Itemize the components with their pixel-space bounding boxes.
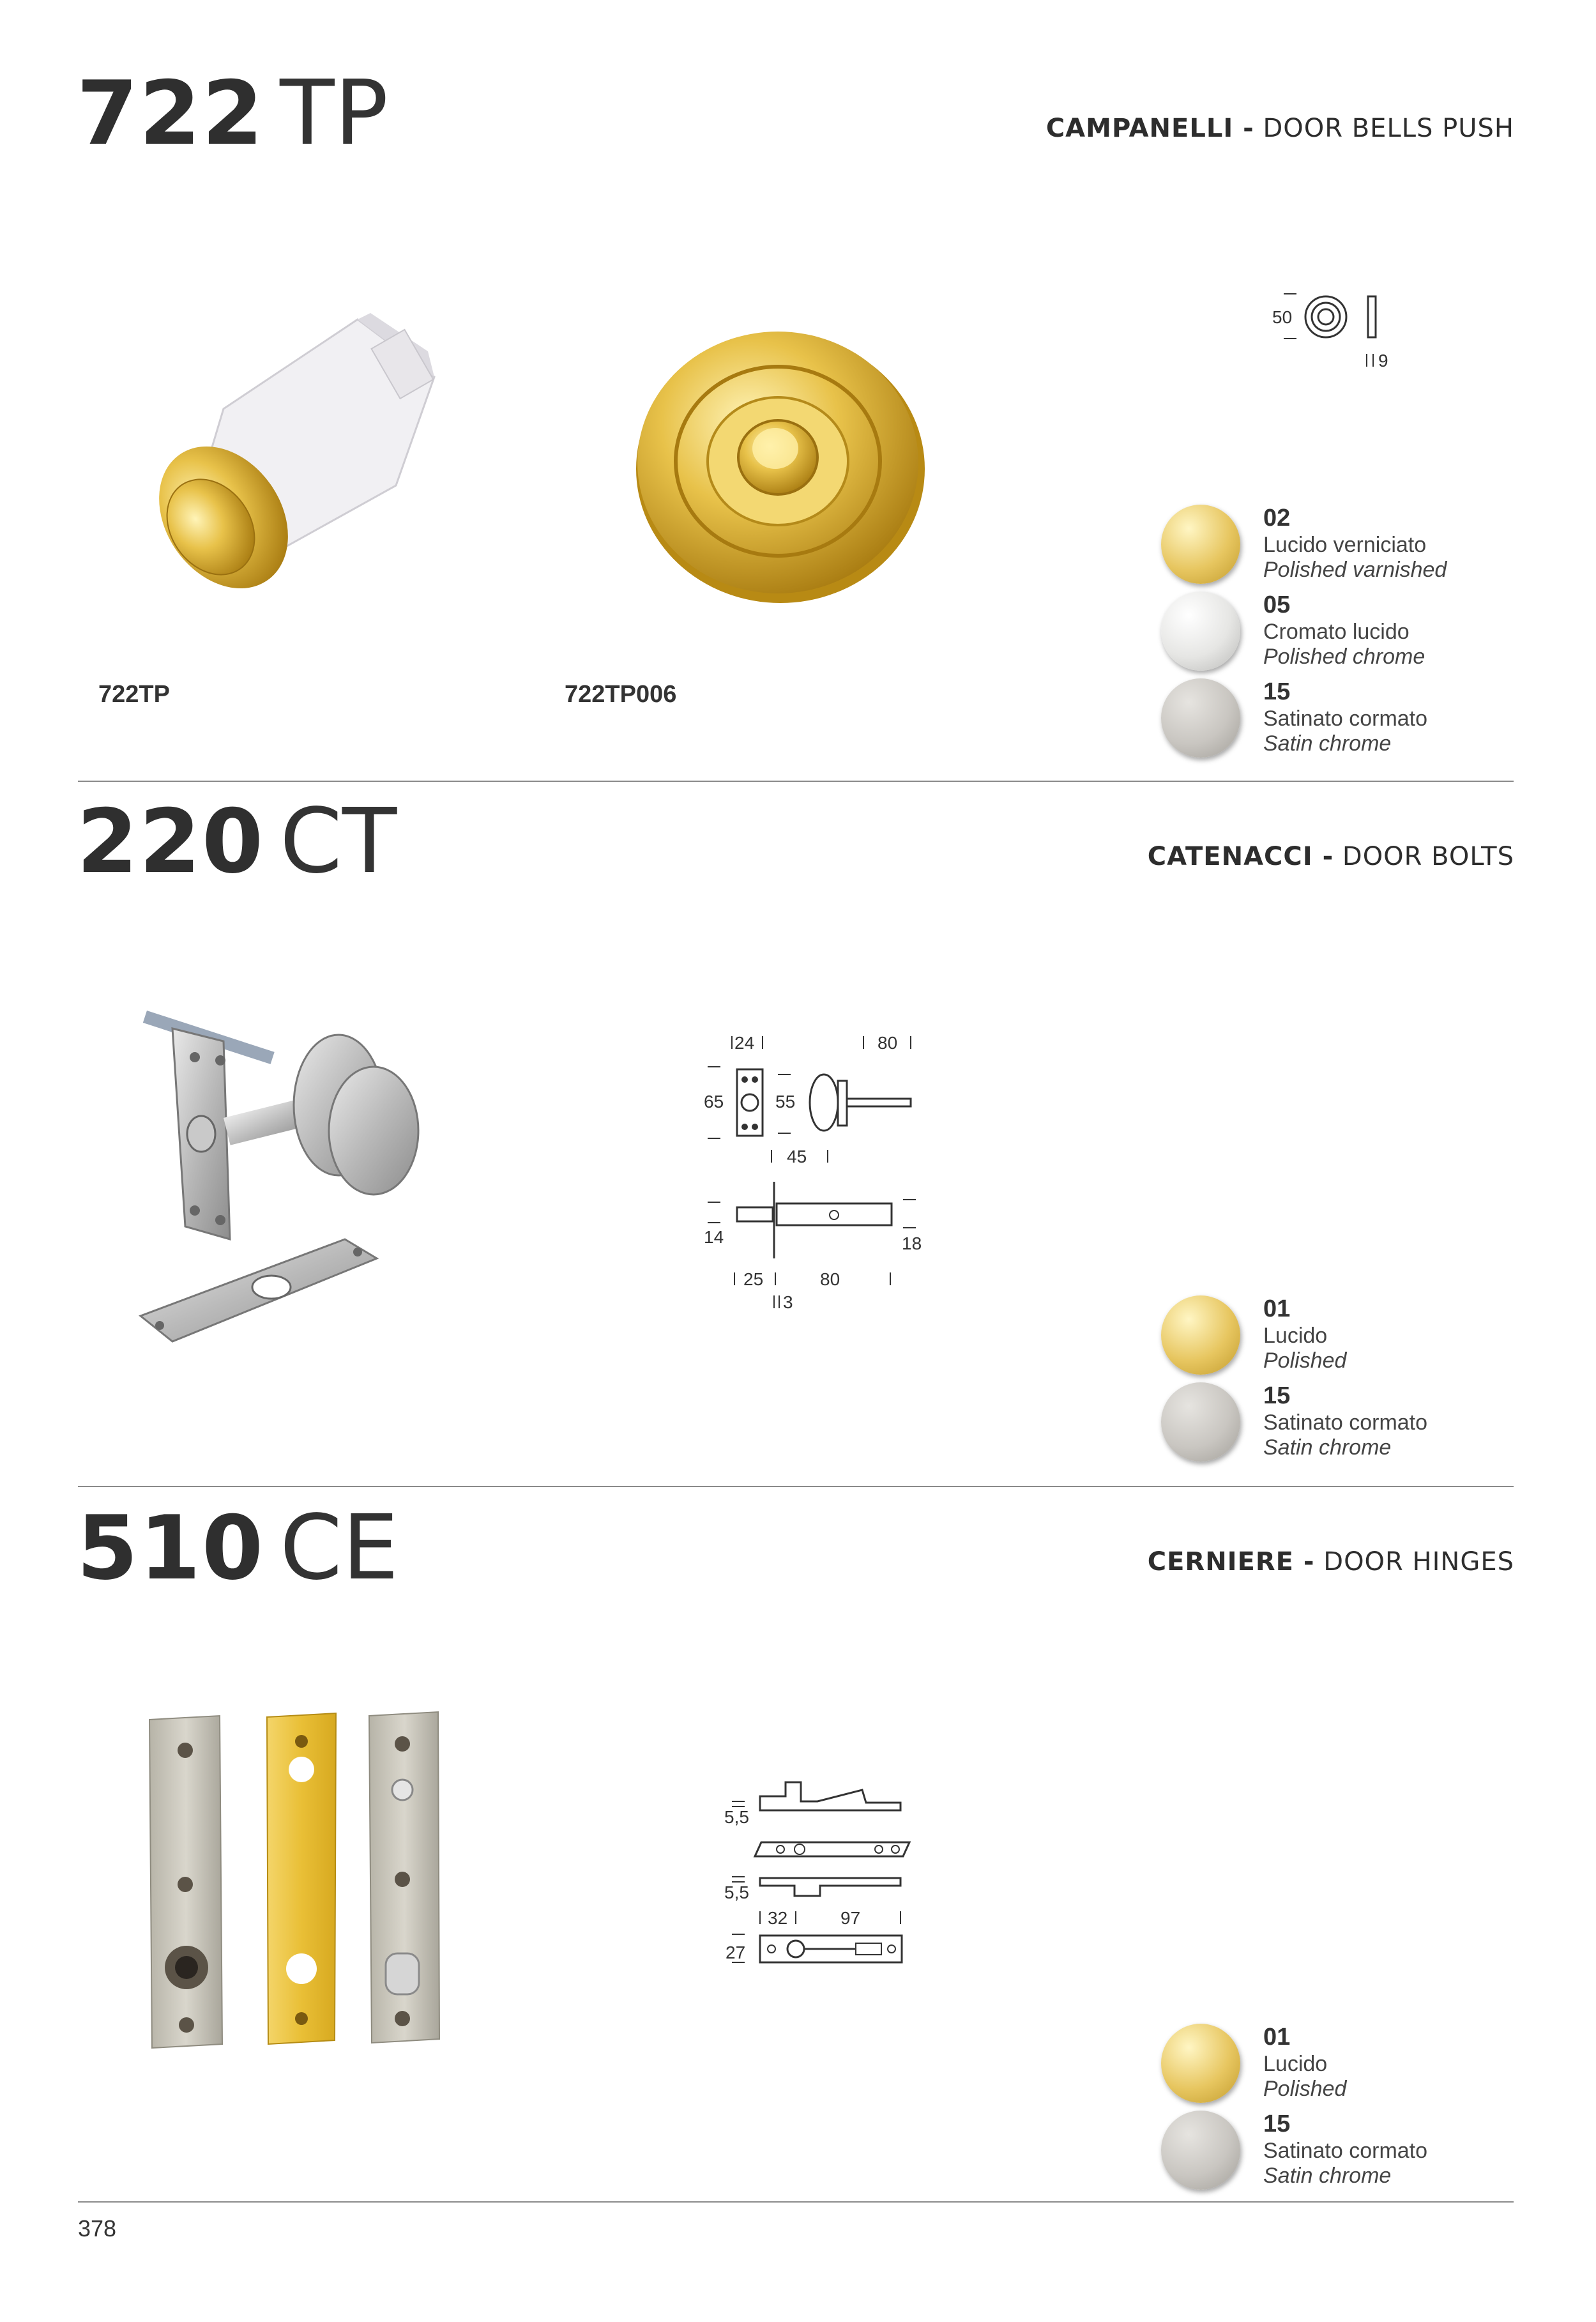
finish-name-italian: Cromato lucido bbox=[1263, 619, 1410, 644]
finish-swatch bbox=[1161, 505, 1240, 584]
finish-code: 15 bbox=[1263, 1382, 1291, 1409]
finish-name-italian: Satinato cormato bbox=[1263, 2138, 1428, 2163]
dimension-hole-spacing: 55 bbox=[775, 1092, 796, 1111]
finish-name-english: Satin chrome bbox=[1263, 2163, 1392, 2188]
section-title-220ct bbox=[77, 790, 397, 894]
dimension-plate-length: 80 bbox=[820, 1269, 840, 1289]
bell-push-technical-drawing bbox=[1265, 287, 1405, 377]
model-number: 722 bbox=[77, 62, 265, 165]
finish-name-italian: Lucido bbox=[1263, 1323, 1328, 1348]
dimension-height: 65 bbox=[704, 1092, 724, 1111]
dimension-depth: 9 bbox=[1378, 351, 1388, 370]
category-heading bbox=[1148, 842, 1514, 871]
finish-swatch bbox=[1161, 592, 1240, 671]
finish-item bbox=[1161, 1382, 1519, 1472]
door-hinge-technical-drawing bbox=[722, 1763, 926, 1980]
category-heading bbox=[1046, 114, 1514, 143]
finish-swatch bbox=[1161, 678, 1240, 758]
section-title-722tp bbox=[77, 61, 389, 165]
finish-swatch bbox=[1161, 1382, 1240, 1462]
footer-divider bbox=[78, 2201, 1514, 2203]
dimension-hinge-width: 27 bbox=[726, 1943, 746, 1962]
finish-code: 15 bbox=[1263, 678, 1291, 705]
finish-name-english: Polished bbox=[1263, 2076, 1347, 2101]
finish-name-english: Polished varnished bbox=[1263, 557, 1447, 582]
category-english: DOOR BELLS PUSH bbox=[1263, 114, 1514, 143]
category-english: DOOR BOLTS bbox=[1342, 842, 1514, 871]
dimension-bolt-height: 14 bbox=[704, 1227, 724, 1247]
product-code-722tp: 722TP bbox=[98, 681, 170, 708]
model-suffix: TP bbox=[280, 61, 389, 165]
finish-swatch bbox=[1161, 2111, 1240, 2190]
finish-code: 01 bbox=[1263, 1295, 1291, 1322]
finish-swatch bbox=[1161, 1295, 1240, 1375]
dimension-thickness: 3 bbox=[783, 1292, 793, 1312]
category-italian: CAMPANELLI - bbox=[1045, 114, 1254, 143]
round-bell-plate-image bbox=[632, 326, 932, 607]
product-code-722tp006: 722TP006 bbox=[565, 681, 677, 708]
finish-code: 01 bbox=[1263, 2024, 1291, 2051]
finish-name-italian: Lucido verniciato bbox=[1263, 532, 1427, 557]
door-bolt-technical-drawing bbox=[696, 1028, 939, 1316]
dimension-plate-thickness: 5,5 bbox=[724, 1807, 749, 1827]
section-divider bbox=[78, 781, 1514, 782]
finish-swatch bbox=[1161, 2024, 1240, 2103]
finish-name-english: Satin chrome bbox=[1263, 731, 1392, 756]
finish-name-italian: Satinato cormato bbox=[1263, 1410, 1428, 1435]
finish-name-english: Polished chrome bbox=[1263, 644, 1425, 669]
finish-item bbox=[1161, 592, 1519, 681]
finish-name-english: Satin chrome bbox=[1263, 1435, 1392, 1460]
finish-code: 15 bbox=[1263, 2111, 1291, 2137]
model-suffix: CT bbox=[280, 790, 397, 894]
finish-code: 02 bbox=[1263, 505, 1291, 531]
door-hinges-image bbox=[141, 1706, 460, 2063]
finish-item bbox=[1161, 2111, 1519, 2200]
dimension-throw: 25 bbox=[743, 1269, 764, 1289]
dimension-plate-height: 18 bbox=[902, 1234, 922, 1253]
model-suffix: CE bbox=[280, 1496, 399, 1600]
finish-name-italian: Satinato cormato bbox=[1263, 706, 1428, 731]
category-italian: CERNIERE - bbox=[1147, 1547, 1315, 1577]
finish-item bbox=[1161, 678, 1519, 768]
finish-name-english: Polished bbox=[1263, 1348, 1347, 1373]
category-english: DOOR HINGES bbox=[1323, 1547, 1514, 1577]
section-title-510ce bbox=[77, 1496, 399, 1600]
dimension-hinge-length: 97 bbox=[840, 1908, 861, 1928]
dimension-plate-thickness-2: 5,5 bbox=[724, 1883, 749, 1902]
finish-name-italian: Lucido bbox=[1263, 2051, 1328, 2076]
finish-item bbox=[1161, 1295, 1519, 1385]
category-italian: CATENACCI - bbox=[1147, 842, 1334, 871]
dimension-length: 80 bbox=[878, 1033, 898, 1053]
category-heading bbox=[1148, 1547, 1514, 1577]
door-bell-push-image bbox=[128, 307, 460, 626]
model-number: 510 bbox=[77, 1497, 265, 1600]
dimension-pivot-offset: 32 bbox=[768, 1908, 788, 1928]
model-number: 220 bbox=[77, 790, 265, 893]
finish-item bbox=[1161, 2024, 1519, 2113]
dimension-width: 24 bbox=[734, 1033, 755, 1053]
dimension-diameter: 50 bbox=[1272, 307, 1293, 327]
finish-code: 05 bbox=[1263, 592, 1291, 618]
finish-item bbox=[1161, 505, 1519, 594]
door-bolt-image bbox=[134, 997, 466, 1354]
section-divider bbox=[78, 1486, 1514, 1487]
dimension-rose-depth: 45 bbox=[787, 1147, 807, 1166]
page-number: 378 bbox=[78, 2215, 117, 2242]
